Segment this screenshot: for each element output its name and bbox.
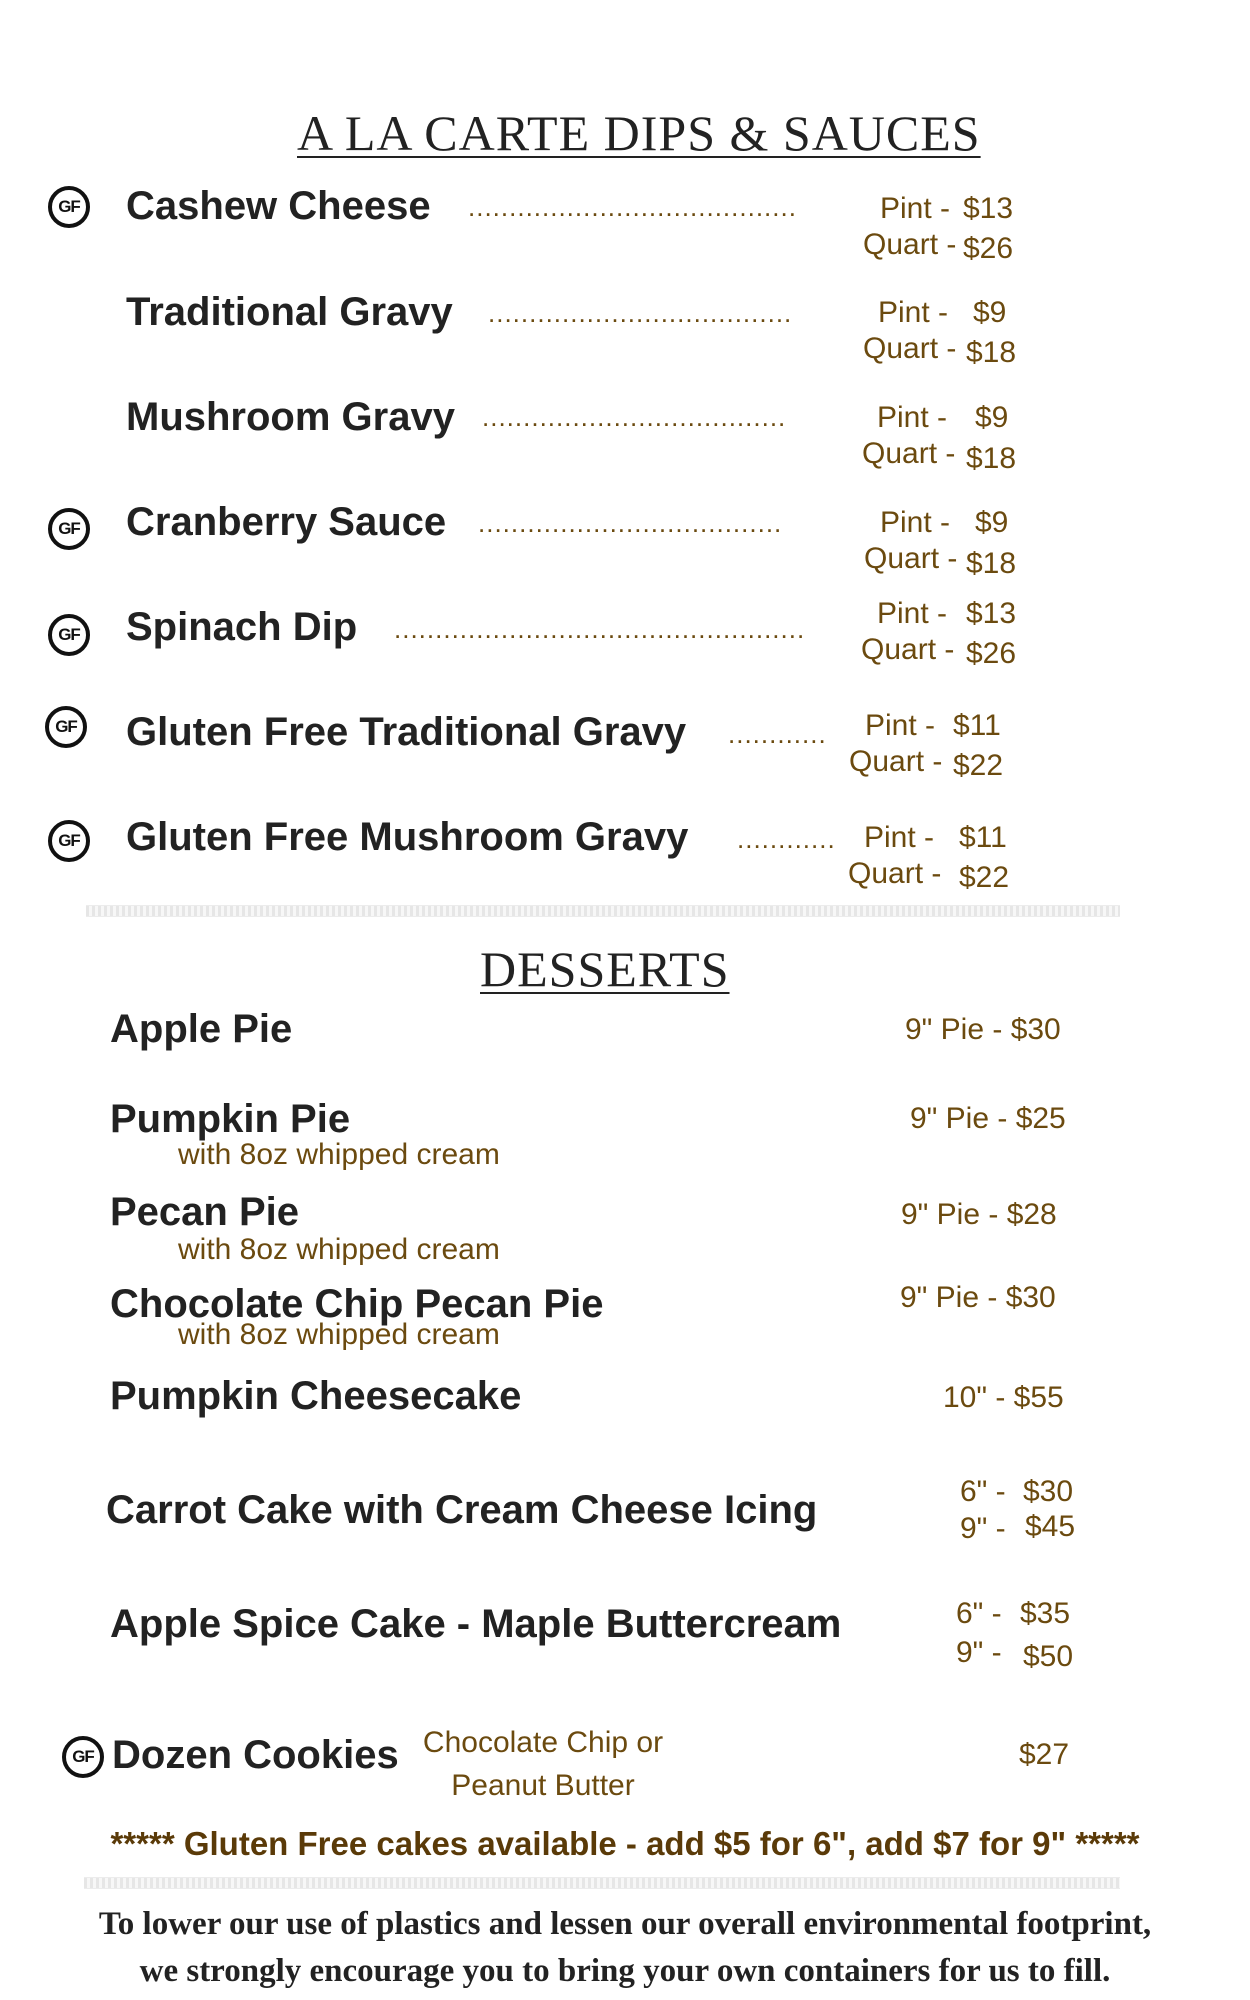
- leader-dots: ............: [728, 719, 827, 749]
- price-value: $11: [953, 709, 1001, 742]
- leader-dots: ........................................: [468, 192, 797, 222]
- price-label: Quart -: [863, 228, 957, 261]
- price-label: Quart -: [864, 542, 958, 575]
- item-name: Pumpkin Pie: [110, 1097, 351, 1141]
- gluten-free-icon: GF: [62, 1736, 104, 1778]
- price-value: $45: [1025, 1510, 1076, 1543]
- item-name: Traditional Gravy: [126, 290, 453, 334]
- price-label: Quart -: [862, 437, 956, 470]
- item-name: Carrot Cake with Cream Cheese Icing: [106, 1488, 818, 1532]
- item-description: with 8oz whipped cream: [178, 1233, 500, 1266]
- price-label: 6" -: [956, 1597, 1002, 1630]
- gluten-free-icon: GF: [48, 820, 90, 862]
- price-value: $9: [973, 296, 1007, 329]
- price-label: Pint -: [877, 597, 948, 630]
- price-value: $22: [953, 749, 1004, 782]
- leader-dots: ..................................................: [394, 614, 806, 644]
- item-name: Gluten Free Traditional Gravy: [126, 710, 687, 754]
- price-label: Pint -: [864, 821, 935, 854]
- gluten-free-icon: GF: [48, 508, 90, 550]
- item-name: Cranberry Sauce: [126, 500, 447, 544]
- price-value: $13: [963, 192, 1014, 225]
- price-label: Pint -: [865, 709, 936, 742]
- price-label: Quart -: [849, 745, 943, 778]
- section-divider: [86, 905, 1120, 917]
- item-name: Apple Spice Cake - Maple Buttercream: [110, 1602, 842, 1646]
- price-value: $26: [963, 232, 1014, 265]
- price-label: Pint -: [877, 401, 948, 434]
- leader-dots: .....................................: [488, 298, 793, 328]
- price-value: $30: [1023, 1475, 1074, 1508]
- item-name: Chocolate Chip Pecan Pie: [110, 1282, 604, 1326]
- price: 9" Pie - $25: [910, 1102, 1066, 1135]
- item-name: Cashew Cheese: [126, 184, 431, 228]
- price-value: $9: [975, 401, 1009, 434]
- price-label: Quart -: [861, 633, 955, 666]
- price: 9" Pie - $28: [901, 1198, 1057, 1231]
- item-name: Mushroom Gravy: [126, 395, 455, 439]
- price-value: $18: [966, 442, 1017, 475]
- gluten-free-icon: GF: [48, 614, 90, 656]
- price-value: $50: [1023, 1640, 1074, 1673]
- price-value: $22: [959, 861, 1010, 894]
- item-description: with 8oz whipped cream: [178, 1138, 500, 1171]
- price-label: 9" -: [956, 1636, 1002, 1669]
- price-label: 9" -: [960, 1512, 1006, 1545]
- price-value: $26: [966, 637, 1017, 670]
- price-label: Pint -: [878, 296, 949, 329]
- price-label: Quart -: [863, 332, 957, 365]
- price-label: Quart -: [848, 857, 942, 890]
- price: 9" Pie - $30: [905, 1013, 1061, 1046]
- desserts-heading: DESSERTS: [480, 941, 730, 997]
- price-label: Pint -: [880, 506, 951, 539]
- item-name: Pecan Pie: [110, 1190, 300, 1234]
- item-name: Gluten Free Mushroom Gravy: [126, 815, 689, 859]
- price: 10" - $55: [943, 1381, 1064, 1414]
- price-value: $9: [975, 506, 1009, 539]
- price-label: 6" -: [960, 1475, 1006, 1508]
- item-name: Dozen Cookies: [112, 1733, 399, 1777]
- price-value: $35: [1020, 1597, 1071, 1630]
- cookie-flavors: Peanut Butter: [451, 1769, 635, 1802]
- gluten-free-note: ***** Gluten Free cakes available - add $5 for 6", add $7 for 9" *****: [110, 1825, 1140, 1862]
- footer-line: we strongly encourage you to bring your own containers for us to fill.: [139, 1953, 1111, 1989]
- dips-heading: A LA CARTE DIPS & SAUCES: [297, 105, 981, 161]
- price: 9" Pie - $30: [900, 1281, 1056, 1314]
- price-value: $13: [966, 597, 1017, 630]
- leader-dots: .....................................: [482, 402, 787, 432]
- section-divider: [84, 1877, 1120, 1889]
- price-value: $18: [966, 547, 1017, 580]
- price-value: $18: [966, 336, 1017, 369]
- item-name: Apple Pie: [110, 1007, 293, 1051]
- footer-line: To lower our use of plastics and lessen our overall environmental footprint,: [98, 1906, 1152, 1942]
- price-label: Pint -: [880, 192, 951, 225]
- item-name: Spinach Dip: [126, 605, 358, 649]
- item-description: with 8oz whipped cream: [178, 1318, 500, 1351]
- price: $27: [1019, 1738, 1070, 1771]
- gluten-free-icon: GF: [45, 706, 87, 748]
- gluten-free-icon: GF: [48, 186, 90, 228]
- price-value: $11: [959, 821, 1007, 854]
- cookie-flavors: Chocolate Chip or: [422, 1726, 664, 1759]
- leader-dots: ............: [737, 824, 836, 854]
- item-name: Pumpkin Cheesecake: [110, 1374, 522, 1418]
- leader-dots: .....................................: [478, 508, 783, 538]
